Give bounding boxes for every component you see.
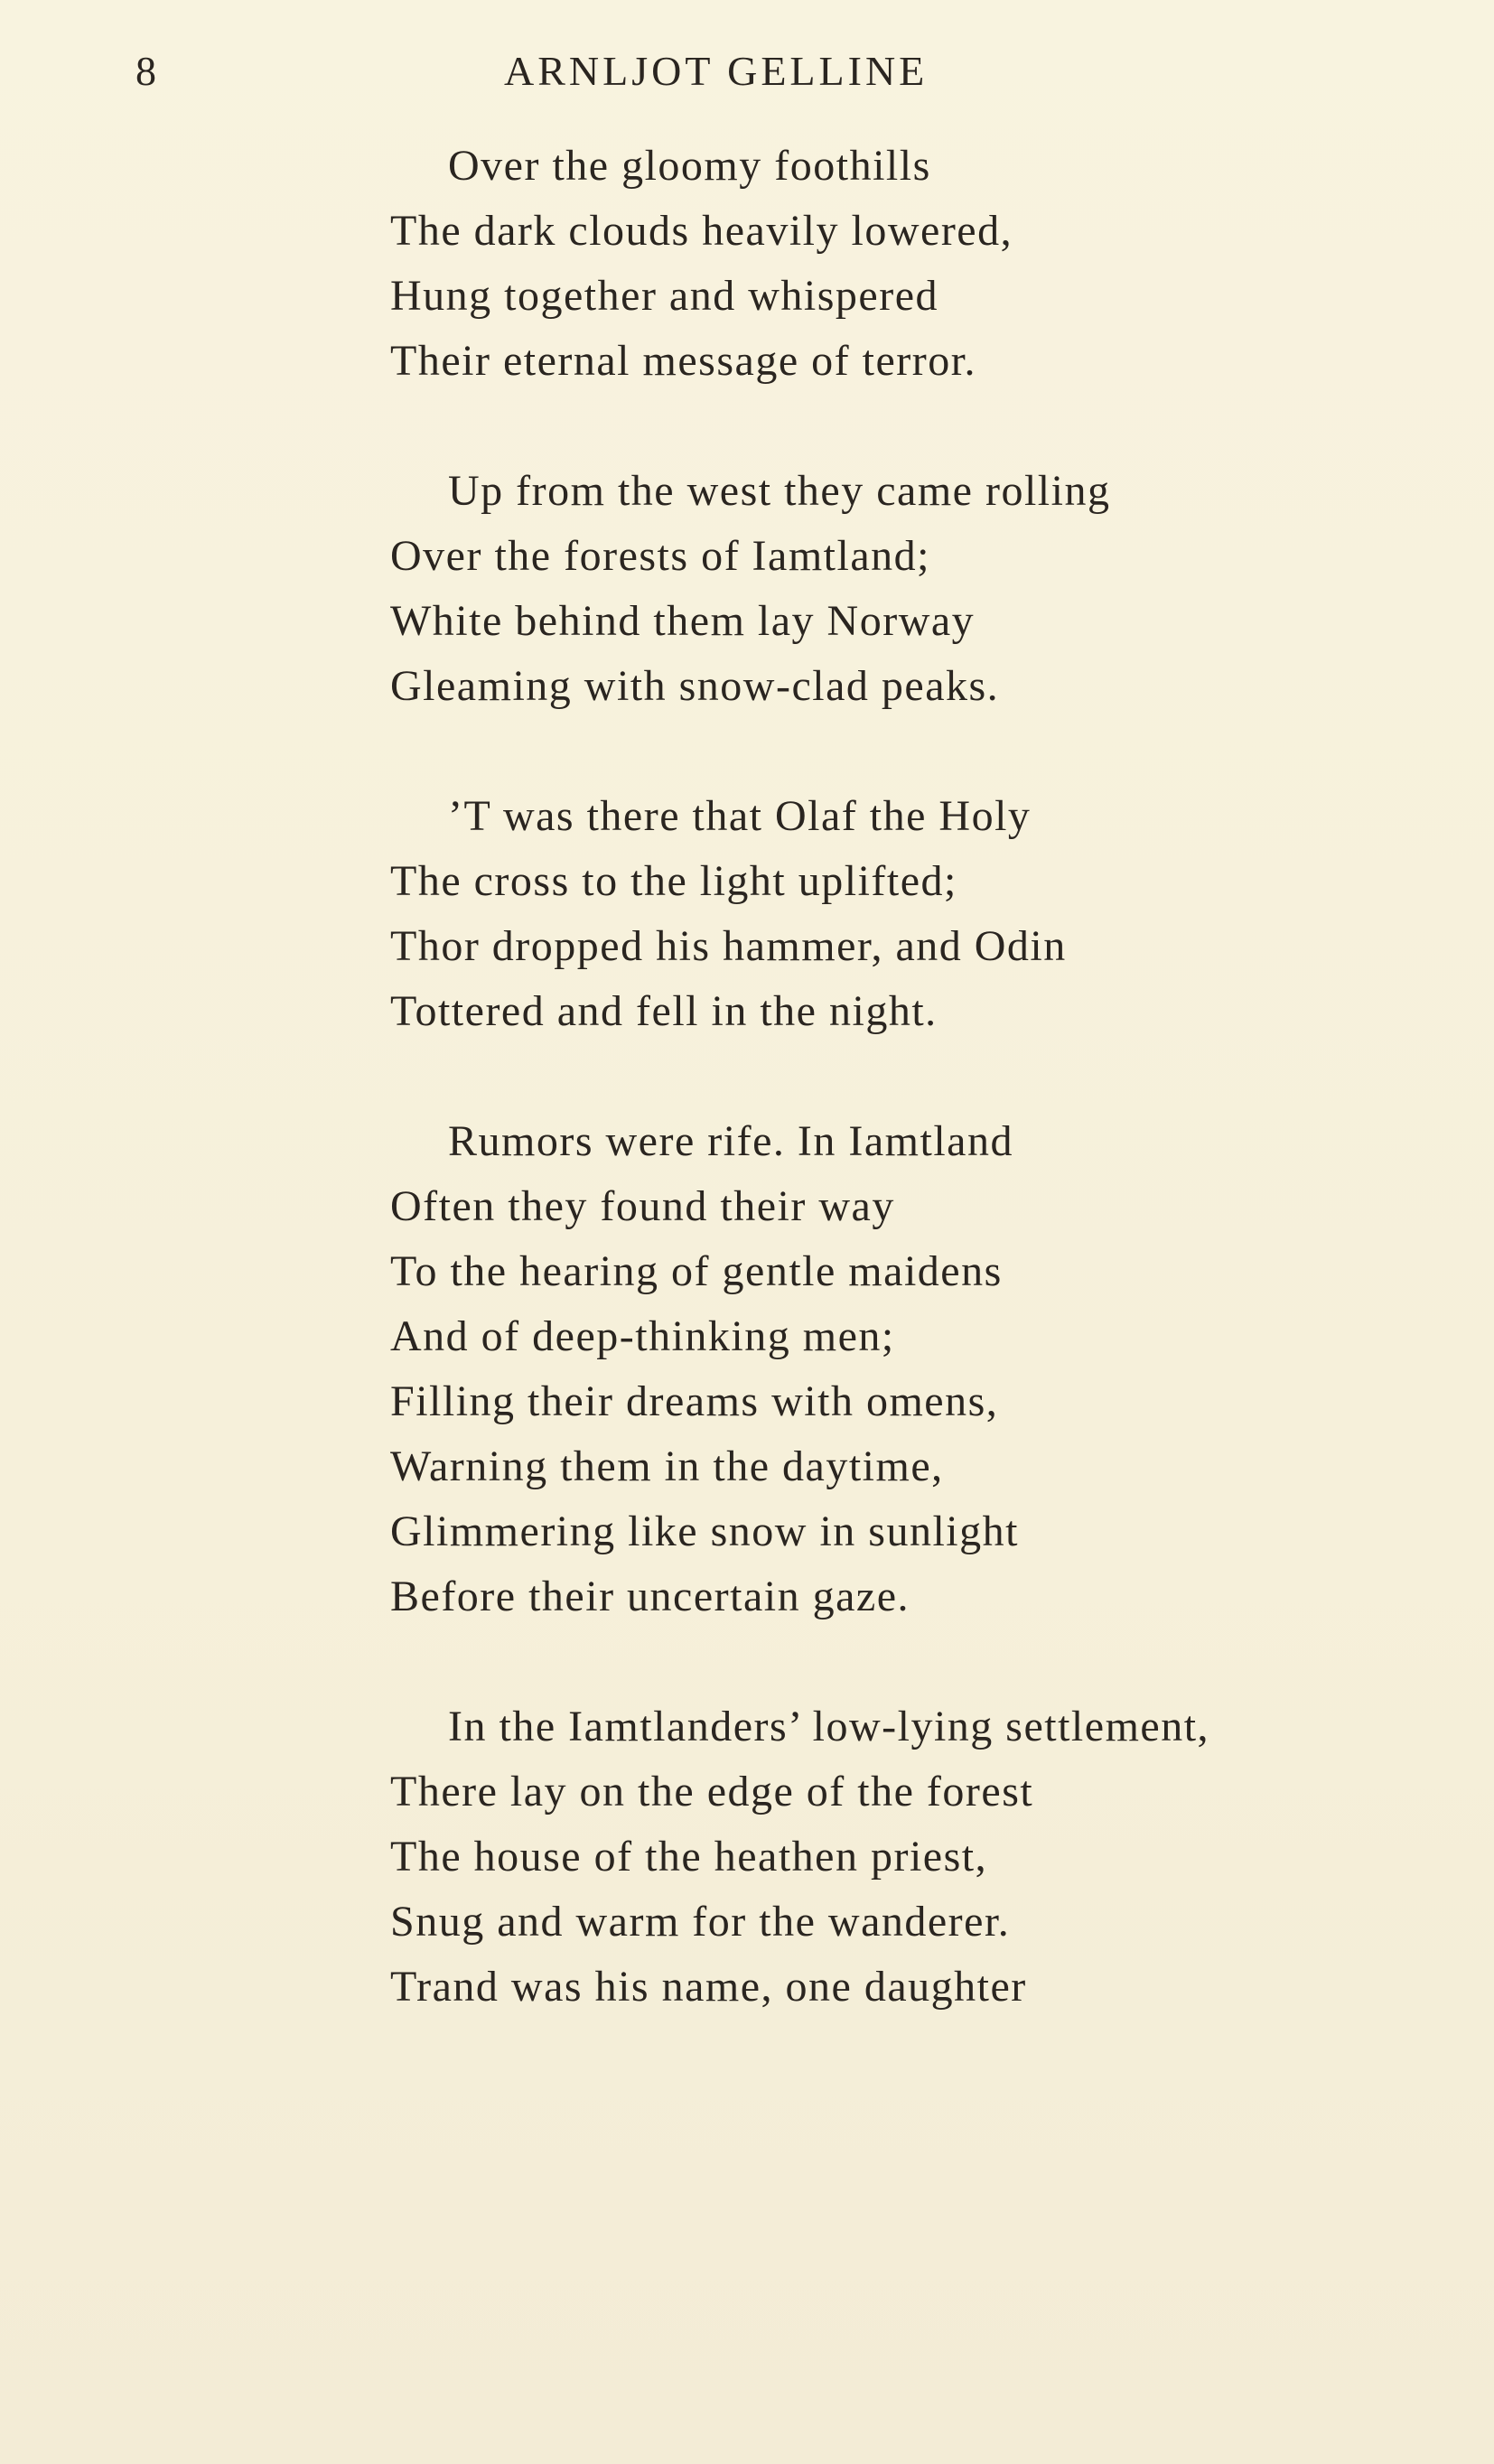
poem-line: To the hearing of gentle maidens: [390, 1247, 1003, 1295]
poem-line: There lay on the edge of the forest: [390, 1768, 1034, 1815]
poem-line: Often they found their way: [390, 1182, 895, 1230]
poem-line: Thor dropped his hammer, and Odin: [390, 922, 1067, 970]
poem-line: Tottered and fell in the night.: [390, 987, 938, 1035]
poem-line: In the Iamtlanders’ low-lying settlement,: [448, 1703, 1210, 1750]
poem-line: Filling their dreams with omens,: [390, 1377, 999, 1425]
poem-line: The dark clouds heavily lowered,: [390, 207, 1013, 255]
poem-line: White behind them lay Norway: [390, 597, 976, 645]
poem-line: Rumors were rife. In Iamtland: [448, 1117, 1013, 1165]
page-number: 8: [135, 48, 157, 94]
poem-line: The house of the heathen priest,: [390, 1833, 988, 1881]
stanza: [390, 1694, 1402, 2020]
stanza: [390, 459, 1402, 719]
poem-line: Over the forests of Iamtland;: [390, 532, 930, 580]
poem-line: ’T was there that Olaf the Holy: [448, 792, 1032, 840]
poem-line: Up from the west they came rolling: [448, 467, 1111, 515]
poem-line: Warning them in the daytime,: [390, 1442, 944, 1490]
poem-line: Trand was his name, one daughter: [390, 1963, 1027, 2011]
poem-line: Before their uncertain gaze.: [390, 1573, 910, 1620]
stanza: [390, 1109, 1402, 1629]
running-title: ARNLJOT GELLINE: [504, 48, 929, 94]
poem-line: Hung together and whispered: [390, 272, 939, 320]
poem-line: And of deep-thinking men;: [390, 1312, 895, 1360]
poem-line: Glimmering like snow in sunlight: [390, 1507, 1019, 1555]
poem-line: Over the gloomy foothills: [448, 142, 931, 190]
poem-line: Gleaming with snow-clad peaks.: [390, 662, 1000, 710]
stanza: [390, 134, 1402, 394]
poem-body: [390, 134, 1402, 2085]
poem-line: Snug and warm for the wanderer.: [390, 1898, 1011, 1946]
poem-line: Their eternal message of terror.: [390, 337, 977, 385]
poem-line: The cross to the light uplifted;: [390, 857, 957, 905]
stanza: [390, 784, 1402, 1044]
